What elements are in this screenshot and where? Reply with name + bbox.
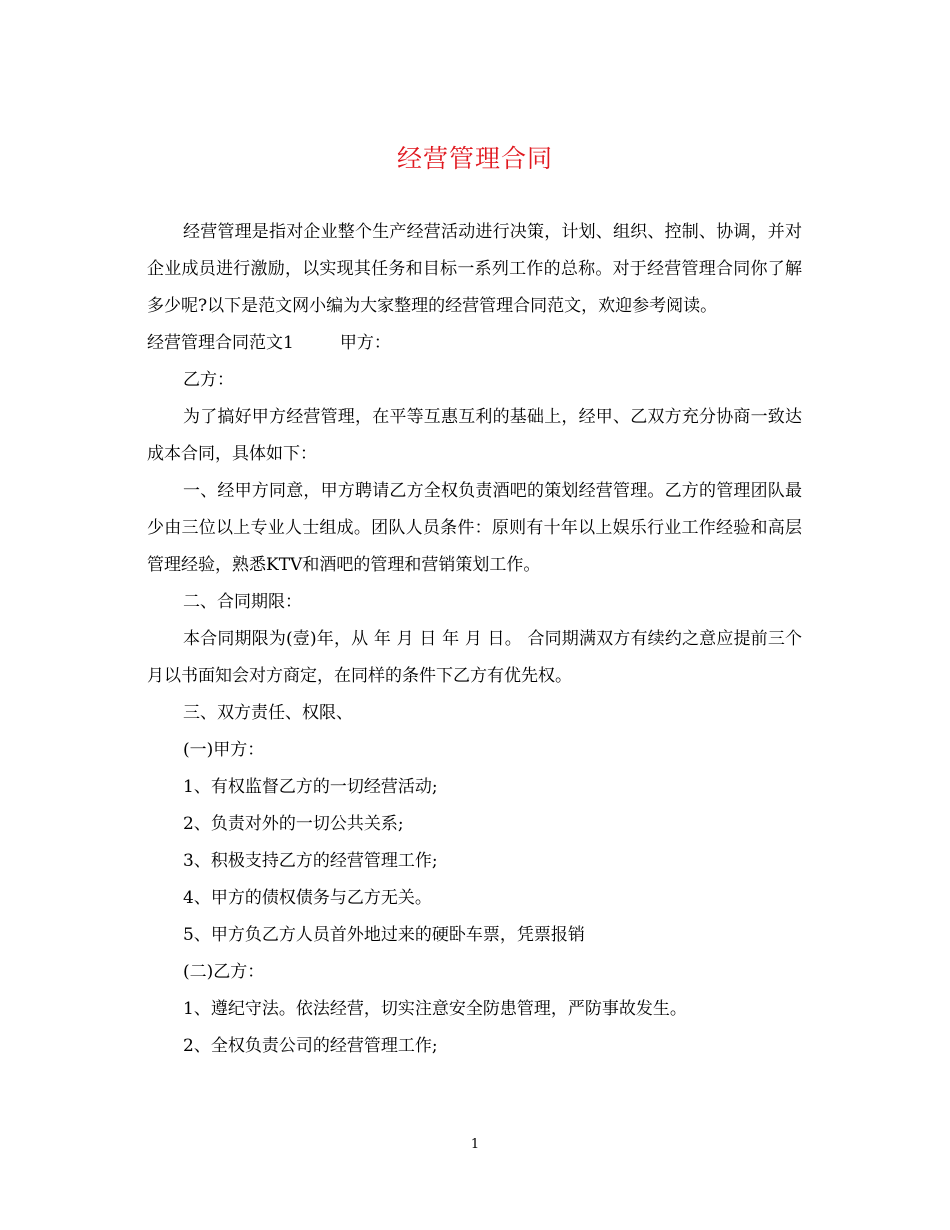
document-body: [147, 214, 802, 1065]
party-a-item: 4、甲方的债权债务与乙方无关。: [183, 888, 432, 908]
party-b-item: 1、遵纪守法。依法经营，切实注意安全防患管理，严防事故发生。: [183, 999, 687, 1019]
party-b-item: 2、全权负责公司的经营管理工作;: [183, 1036, 438, 1056]
clause-2-paragraph: 本合同期限为(壹)年，从 年 月 日 年 月 日。 合同期满双方有续约之意应提前三个月以书面知会对方商定，在同样的条件下乙方有优先权。: [147, 629, 802, 686]
party-b-label: 乙方：: [183, 370, 234, 390]
party-a-item: 3、积极支持乙方的经营管理工作;: [183, 851, 438, 871]
party-a-label: 甲方：: [339, 333, 391, 353]
clause-3-heading: 三、双方责任、权限、: [183, 703, 353, 723]
party-a-item: 2、负责对外的一切公共关系;: [183, 814, 404, 834]
sample-heading-line: [147, 325, 802, 362]
clause-1-paragraph: 一、经甲方同意，甲方聘请乙方全权负责酒吧的策划经营管理。乙方的管理团队最少由三位以上专业人士组成。团队人员条件：原则有十年以上娱乐行业工作经验和高层管理经验，熟悉KTV和酒吧的管理和营销策划工作。: [147, 481, 802, 575]
party-a-section-heading: (一)甲方：: [183, 740, 265, 760]
party-b-section-heading: (二)乙方：: [183, 962, 265, 982]
page-number: 1: [470, 1137, 480, 1152]
document-title: 经营管理合同: [396, 144, 553, 173]
party-a-item: 5、甲方负乙方人员首外地过来的硬卧车票，凭票报销: [183, 925, 585, 945]
intro-paragraph: 经营管理是指对企业整个生产经营活动进行决策，计划、组织、控制、协调，并对企业成员进行激励，以实现其任务和目标一系列工作的总称。对于经营管理合同你了解多少呢?以下是范文网小编为大家整理的经营管理合同范文，欢迎参考阅读。: [147, 222, 802, 316]
sample-heading: 经营管理合同范文1: [147, 333, 294, 353]
preamble-paragraph: 为了搞好甲方经营管理，在平等互惠互利的基础上，经甲、乙双方充分协商一致达成本合同，具体如下：: [147, 407, 802, 464]
party-a-item: 1、有权监督乙方的一切经营活动;: [183, 777, 438, 797]
clause-2-heading: 二、合同期限：: [183, 592, 302, 612]
